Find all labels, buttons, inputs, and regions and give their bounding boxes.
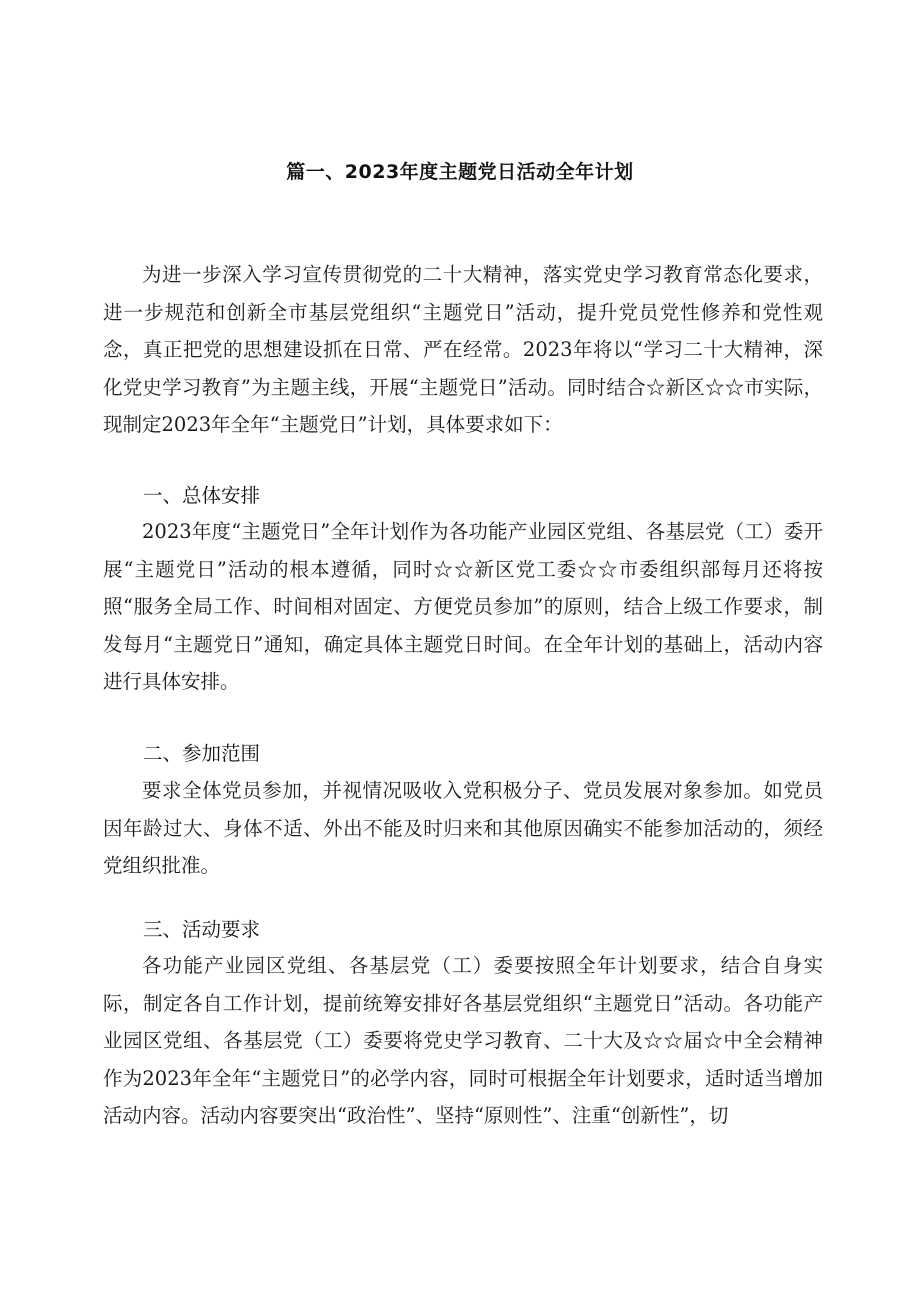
section-paragraph-overall-arrangement: 2023年度“主题党日”全年计划作为各功能产业园区党组、各基层党（工）委开展“主题党日”活动的根本遵循，同时☆☆新区党工委☆☆市委组织部每月还将按照“服务全局工作、时间相对固定、方便党员参加”的原则，结合上级工作要求，制发每月“主题党日”通知，确定具体主题党日时间。在全年计划的基础上，活动内容进行具体安排。 [103, 520, 823, 693]
section-heading-activity-requirements: 三、活动要求 [143, 918, 261, 941]
intro-paragraph: 为进一步深入学习宣传贯彻党的二十大精神，落实党史学习教育常态化要求，进一步规范和创新全市基层党组织“主题党日”活动，提升党员党性修养和党性观念，真正把党的思想建设抓在日常、严在经常。2023年将以“学习二十大精神，深化党史学习教育”为主题主线，开展“主题党日”活动。同时结合☆新区☆☆市实际，现制定2023年全年“主题党日”计划，具体要求如下： [103, 263, 823, 436]
section-heading-participation-scope: 二、参加范围 [143, 742, 261, 765]
section-paragraph-participation-scope: 要求全体党员参加，并视情况吸收入党积极分子、党员发展对象参加。如党员因年龄过大、身体不适、外出不能及时归来和其他原因确实不能参加活动的，须经党组织批准。 [103, 779, 823, 877]
document-title: 篇一、2023年度主题党日活动全年计划 [286, 161, 634, 183]
section-heading-overall-arrangement: 一、总体安排 [143, 484, 261, 507]
section-paragraph-activity-requirements: 各功能产业园区党组、各基层党（工）委要按照全年计划要求，结合自身实际，制定各自工作计划，提前统筹安排好各基层党组织“主题党日”活动。各功能产业园区党组、各基层党（工）委要将党史学习教育、二十大及☆☆届☆中全会精神作为2023年全年“主题党日”的必学内容，同时可根据全年计划要求，适时适当增加活动内容。活动内容要突出“政治性”、坚持“原则性”、注重“创新性”，切 [103, 954, 823, 1127]
